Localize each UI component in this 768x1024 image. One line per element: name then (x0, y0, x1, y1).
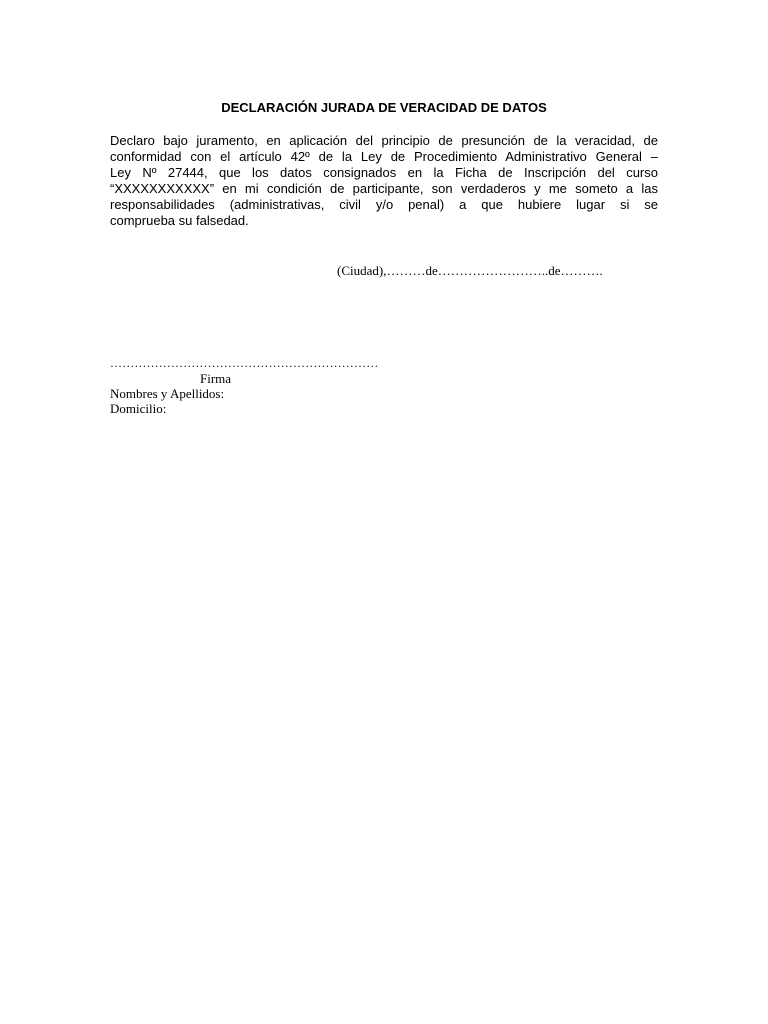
declaration-line: comprueba su falsedad. (110, 213, 249, 228)
document-title: DECLARACIÓN JURADA DE VERACIDAD DE DATOS (221, 100, 547, 115)
declaration-line: Declaro bajo juramento, en aplicación del principio de presunción de la veracidad, de (110, 133, 658, 148)
declaration-line: Ley Nº 27444, que los datos consignados en la Ficha de Inscripción del curso (110, 165, 658, 180)
declaration-line: responsabilidades (administrativas, civil y/o penal) a que hubiere lugar si se (110, 197, 658, 212)
declaration-paragraph (110, 133, 658, 229)
name-field-label: Nombres y Apellidos: (110, 386, 225, 401)
signature-label: Firma (200, 371, 232, 386)
signature-dotted-line: ………………………………………………………… (110, 356, 379, 370)
declaration-line: “XXXXXXXXXXX” en mi condición de participante, son verdaderos y me someto a las (110, 181, 658, 196)
address-field-label: Domicilio: (110, 401, 167, 416)
declaration-line: conformidad con el artículo 42º de la Ley de Procedimiento Administrativo General – (110, 149, 658, 164)
place-date-line: (Ciudad),………de……………………..de………. (337, 263, 603, 278)
